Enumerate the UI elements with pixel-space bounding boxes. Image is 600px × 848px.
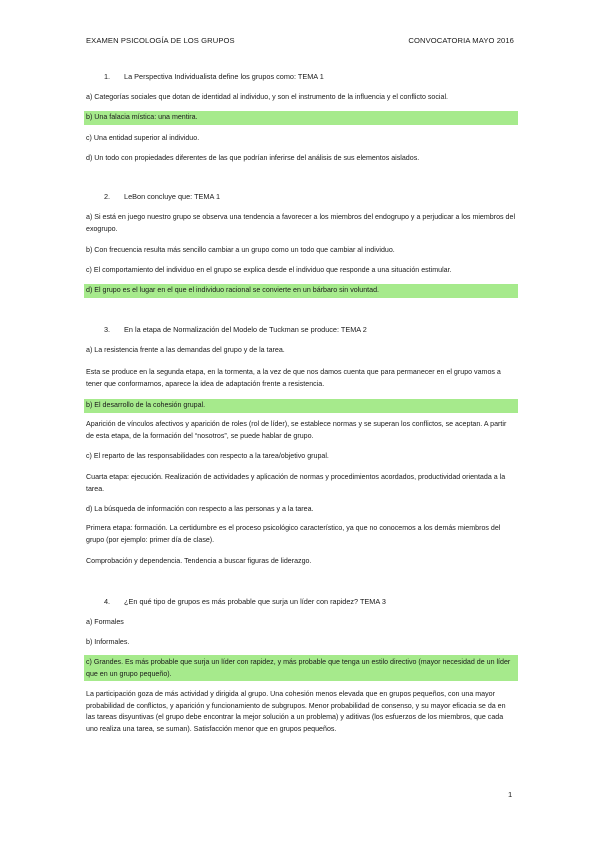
- q2-option-b: b) Con frecuencia resulta más sencillo cambiar a un grupo como un todo que cambiar al individuo.: [86, 246, 395, 254]
- question-text: LeBon concluye que: TEMA 1: [124, 192, 221, 201]
- q1-option-d: d) Un todo con propiedades diferentes de las que podrían inferirse del análisis de sus elementos aislados.: [86, 154, 420, 162]
- q4-option-c-correct: c) Grandes. Es más probable que surja un líder con rapidez, y más probable que tenga un estilo directivo (mayor necesidad de un líder que en un grupo pequeño).: [86, 658, 511, 678]
- q2-option-a: a) Si está en juego nuestro grupo se observa una tendencia a favorecer a los miembros del endogrupo y a perjudicar a los miembros del exogrupo.: [86, 213, 516, 233]
- question-text: En la etapa de Normalización del Modelo de Tuckman se produce: TEMA 2: [124, 325, 367, 334]
- question-text: ¿En qué tipo de grupos es más probable que surja un líder con rapidez? TEMA 3: [124, 597, 386, 606]
- question-3-title: [86, 324, 516, 336]
- q3-explanation-a: Esta se produce en la segunda etapa, en la tormenta, a la vez de que nos damos cuenta que para permanecer en el grupo vamos a tener que conformarnos, aparece la idea de adaptación frente a resistencia.: [86, 368, 501, 388]
- q4-option-a: a) Formales: [86, 618, 124, 626]
- q3-note: Comprobación y dependencia. Tendencia a buscar figuras de liderazgo.: [86, 557, 312, 565]
- question-1-title: [86, 71, 516, 83]
- q3-explanation-d: Primera etapa: formación. La certidumbre es el proceso psicológico característico, ya que no conocemos a los demás miembros del grupo (por ejemplo: primer día de clase).: [86, 524, 501, 544]
- q3-explanation-b: Aparición de vínculos afectivos y aparición de roles (rol de líder), se establece normas y se superan los conflictos, se aceptan. A partir de esta etapa, de la formación del “nosotros”, se puede hablar de grupo.: [86, 420, 507, 440]
- page-header: [86, 36, 514, 48]
- page-number: 1: [508, 790, 513, 799]
- q1-option-c: c) Una entidad superior al individuo.: [86, 134, 200, 142]
- q3-explanation-c: Cuarta etapa: ejecución. Realización de actividades y aplicación de normas y procedimientos acordados, productividad orientada a la tarea.: [86, 473, 506, 493]
- q3-option-c: c) El reparto de las responsabilidades con respecto a la tarea/objetivo grupal.: [86, 452, 329, 460]
- q3-option-a: a) La resistencia frente a las demandas del grupo y de la tarea.: [86, 346, 285, 354]
- exam-title: EXAMEN PSICOLOGÍA DE LOS GRUPOS: [86, 36, 235, 45]
- exam-session: CONVOCATORIA MAYO 2016: [408, 36, 514, 45]
- q3-option-d: d) La búsqueda de información con respecto a las personas y a la tarea.: [86, 505, 314, 513]
- q2-option-c: c) El comportamiento del individuo en el grupo se explica desde el individuo que responde a una situación estimular.: [86, 266, 452, 274]
- question-number: 2.: [104, 192, 111, 201]
- q1-option-b-correct: b) Una falacia mística: una mentira.: [86, 113, 198, 121]
- q2-option-d-correct: d) El grupo es el lugar en el que el individuo racional se convierte en un bárbaro sin voluntad.: [86, 286, 379, 294]
- question-2-title: [86, 191, 516, 203]
- question-4-title: [86, 596, 516, 608]
- q4-explanation: La participación goza de más actividad y dirigida al grupo. Una cohesión menos elevada que en grupos pequeños, con una mayor probabilidad de conflictos, y aparición y funcionamiento de subgrupos. Menor probabilidad de consenso, y su mayor eficacia se da en las tareas disyuntivas (el grupo debe encontrar la mejor solución a un problema) y aditivas (los esfuerzos de los miembros, que cada uno realiza una tarea, se suman). Satisfacción menor que en grupos pequeños.: [86, 690, 506, 733]
- question-text: La Perspectiva Individualista define los grupos como: TEMA 1: [124, 72, 324, 81]
- question-number: 3.: [104, 325, 111, 334]
- question-number: 1.: [104, 72, 111, 81]
- question-number: 4.: [104, 597, 111, 606]
- q4-option-b: b) Informales.: [86, 638, 130, 646]
- q1-option-a: a) Categorías sociales que dotan de identidad al individuo, y son el instrumento de la influencia y el conflicto social.: [86, 93, 448, 101]
- q3-option-b-correct: b) El desarrollo de la cohesión grupal.: [86, 401, 206, 409]
